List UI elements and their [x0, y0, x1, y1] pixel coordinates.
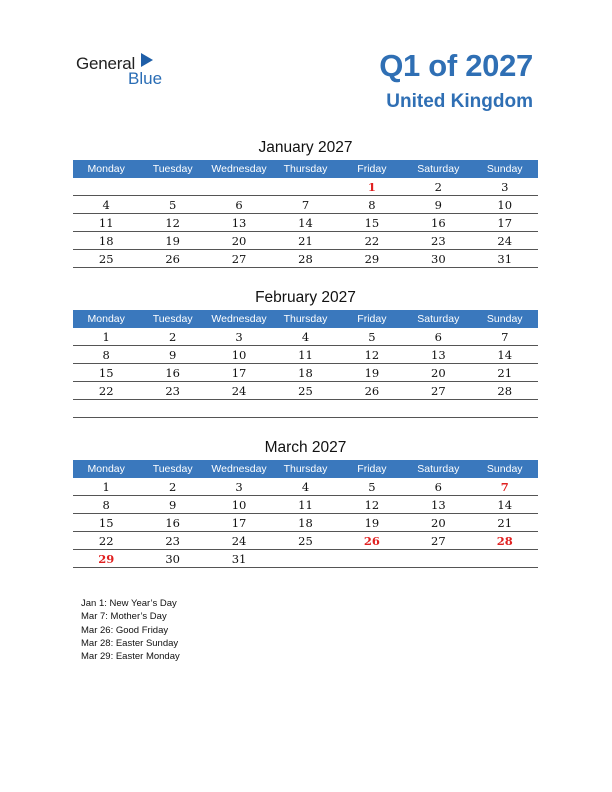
- day-cell: 26: [364, 384, 380, 398]
- day-cell: 11: [98, 216, 114, 230]
- day-cell: 28: [497, 384, 513, 398]
- day-cell: 9: [168, 348, 177, 362]
- day-cell: 19: [364, 366, 380, 380]
- day-cell: 8: [368, 198, 376, 212]
- week-row: [73, 178, 538, 196]
- holiday-item: Jan 1: New Year’s Day: [81, 598, 177, 609]
- day-cell: 15: [98, 366, 114, 380]
- day-cell: 10: [231, 498, 247, 512]
- weekday-label: Tuesday: [152, 463, 193, 475]
- day-cell: 7: [301, 198, 310, 212]
- day-cell: [139, 178, 205, 195]
- day-cell: 4: [301, 330, 310, 344]
- weekday-label: Friday: [357, 313, 387, 325]
- weekday-label: Tuesday: [152, 313, 193, 325]
- day-cell: 17: [231, 516, 247, 530]
- day-cell: 28: [298, 252, 313, 266]
- day-cell: 20: [431, 366, 446, 380]
- day-cell: 16: [165, 366, 180, 380]
- week-row: [73, 400, 538, 418]
- month-title: January 2027: [258, 139, 353, 156]
- week-row: [73, 550, 538, 568]
- weekday-header: [73, 460, 538, 478]
- day-cell: 2: [168, 480, 177, 494]
- week-row: [73, 214, 538, 232]
- day-cell: [206, 400, 272, 417]
- day-cell: 6: [235, 198, 243, 212]
- holiday-day-cell: 1: [367, 180, 376, 194]
- holiday-day-cell: 26: [363, 534, 380, 548]
- day-cell: 6: [434, 480, 442, 494]
- holiday-item: Mar 7: Mother’s Day: [81, 611, 167, 623]
- day-cell: 26: [165, 252, 180, 266]
- weekday-label: Thursday: [283, 463, 328, 475]
- holiday-day-cell: 7: [500, 480, 509, 494]
- day-cell: [472, 400, 538, 417]
- holiday-list: [81, 597, 180, 663]
- day-cell: 3: [235, 330, 243, 344]
- day-cell: 25: [298, 384, 313, 398]
- day-cell: 25: [298, 534, 313, 548]
- weekday-label: Friday: [357, 463, 387, 475]
- weekday-label: Friday: [357, 163, 387, 175]
- day-cell: 5: [368, 480, 376, 494]
- weekday-label: Thursday: [283, 313, 328, 325]
- day-cell: 2: [168, 330, 177, 344]
- day-cell: 24: [497, 234, 513, 248]
- week-row: [73, 382, 538, 400]
- day-cell: 4: [102, 198, 110, 212]
- day-cell: 22: [364, 234, 380, 248]
- day-cell: 4: [301, 480, 310, 494]
- day-cell: 14: [298, 216, 313, 230]
- weekday-label: Monday: [87, 163, 125, 175]
- day-cell: 15: [98, 516, 114, 530]
- week-row: [73, 496, 538, 514]
- holiday-day-cell: 28: [496, 534, 513, 548]
- week-row: [73, 328, 538, 346]
- day-cell: 11: [298, 498, 313, 512]
- day-cell: [272, 400, 338, 417]
- weekday-label: Wednesday: [211, 163, 267, 175]
- week-row: [73, 250, 538, 268]
- holiday-item: Mar 29: Easter Monday: [81, 651, 180, 663]
- weekday-label: Tuesday: [152, 163, 193, 175]
- day-cell: 30: [165, 552, 180, 566]
- day-cell: 12: [165, 216, 180, 230]
- weekday-label: Monday: [87, 313, 125, 325]
- day-cell: [339, 550, 405, 567]
- day-cell: 8: [102, 348, 110, 362]
- day-cell: 12: [364, 348, 380, 362]
- week-row: [73, 532, 538, 550]
- weekday-header: [73, 160, 538, 178]
- day-cell: [73, 400, 139, 417]
- day-cell: 20: [431, 516, 446, 530]
- day-cell: 7: [501, 330, 509, 344]
- weekday-label: Saturday: [417, 313, 460, 325]
- holiday-day-cell: 29: [98, 552, 115, 566]
- day-cell: 19: [165, 234, 180, 248]
- day-cell: [405, 400, 471, 417]
- day-cell: 13: [431, 498, 446, 512]
- day-cell: 5: [168, 198, 177, 212]
- day-cell: 23: [165, 534, 180, 548]
- weekday-label: Saturday: [417, 463, 460, 475]
- day-cell: 19: [364, 516, 380, 530]
- day-cell: 20: [231, 234, 247, 248]
- day-cell: 16: [431, 216, 446, 230]
- day-cell: 22: [98, 384, 114, 398]
- day-cell: 8: [102, 498, 110, 512]
- weekday-label: Sunday: [486, 163, 523, 175]
- day-cell: 16: [165, 516, 180, 530]
- day-cell: [139, 400, 205, 417]
- page-title: Q1 of 2027: [379, 48, 533, 83]
- day-cell: [272, 178, 338, 195]
- weekday-label: Sunday: [486, 313, 523, 325]
- month-block: [73, 138, 538, 268]
- weekday-label: Thursday: [283, 163, 328, 175]
- day-cell: 23: [165, 384, 180, 398]
- day-cell: [73, 178, 139, 195]
- day-cell: [272, 550, 338, 567]
- day-cell: 1: [102, 480, 110, 494]
- day-cell: [339, 400, 405, 417]
- day-cell: 22: [98, 534, 114, 548]
- week-row: [73, 364, 538, 382]
- day-cell: 14: [497, 348, 513, 362]
- day-cell: 18: [298, 516, 313, 530]
- day-cell: 9: [168, 498, 177, 512]
- weekday-label: Wednesday: [211, 463, 267, 475]
- day-cell: 18: [298, 366, 313, 380]
- day-cell: 12: [364, 498, 380, 512]
- day-cell: 3: [235, 480, 243, 494]
- day-cell: 13: [431, 348, 446, 362]
- generalblue-logo: [76, 52, 176, 88]
- day-cell: 18: [98, 234, 114, 248]
- week-row: [73, 478, 538, 496]
- day-cell: 1: [102, 330, 110, 344]
- day-cell: 21: [497, 516, 513, 530]
- day-cell: 2: [434, 180, 442, 194]
- day-cell: 5: [368, 330, 376, 344]
- day-cell: [206, 178, 272, 195]
- day-cell: 27: [431, 384, 446, 398]
- day-cell: 9: [434, 198, 442, 212]
- day-cell: 10: [231, 348, 247, 362]
- day-cell: [405, 550, 471, 567]
- day-cell: 21: [298, 234, 313, 248]
- day-cell: 23: [431, 234, 446, 248]
- holiday-item: Mar 26: Good Friday: [81, 624, 169, 636]
- logo-word-general: General: [76, 54, 136, 73]
- day-cell: 21: [497, 366, 513, 380]
- day-cell: 6: [434, 330, 442, 344]
- day-cell: 14: [497, 498, 513, 512]
- logo-triangle-icon: [141, 53, 153, 67]
- day-cell: 31: [231, 552, 247, 566]
- week-row: [73, 346, 538, 364]
- day-cell: 17: [497, 216, 513, 230]
- month-block: [73, 288, 538, 418]
- day-cell: 24: [231, 384, 247, 398]
- week-row: [73, 196, 538, 214]
- weekday-label: Wednesday: [211, 313, 267, 325]
- day-cell: 10: [497, 198, 513, 212]
- weekday-label: Saturday: [417, 163, 460, 175]
- holiday-item: Mar 28: Easter Sunday: [81, 637, 179, 649]
- month-title: February 2027: [255, 289, 356, 306]
- logo-word-blue: Blue: [128, 69, 163, 88]
- day-cell: 24: [231, 534, 247, 548]
- day-cell: [472, 550, 538, 567]
- month-title: March 2027: [264, 439, 347, 456]
- day-cell: 31: [497, 252, 513, 266]
- weekday-header: [73, 310, 538, 328]
- country-subtitle: United Kingdom: [386, 91, 533, 112]
- day-cell: 25: [98, 252, 114, 266]
- week-row: [73, 232, 538, 250]
- day-cell: 27: [231, 252, 247, 266]
- day-cell: 3: [501, 180, 509, 194]
- day-cell: 27: [431, 534, 446, 548]
- weekday-label: Sunday: [486, 463, 523, 475]
- day-cell: 13: [231, 216, 247, 230]
- day-cell: 15: [364, 216, 380, 230]
- weekday-label: Monday: [87, 463, 125, 475]
- week-row: [73, 514, 538, 532]
- day-cell: 30: [431, 252, 446, 266]
- day-cell: 29: [364, 252, 380, 266]
- day-cell: 17: [231, 366, 247, 380]
- month-block: [73, 438, 538, 568]
- day-cell: 11: [298, 348, 313, 362]
